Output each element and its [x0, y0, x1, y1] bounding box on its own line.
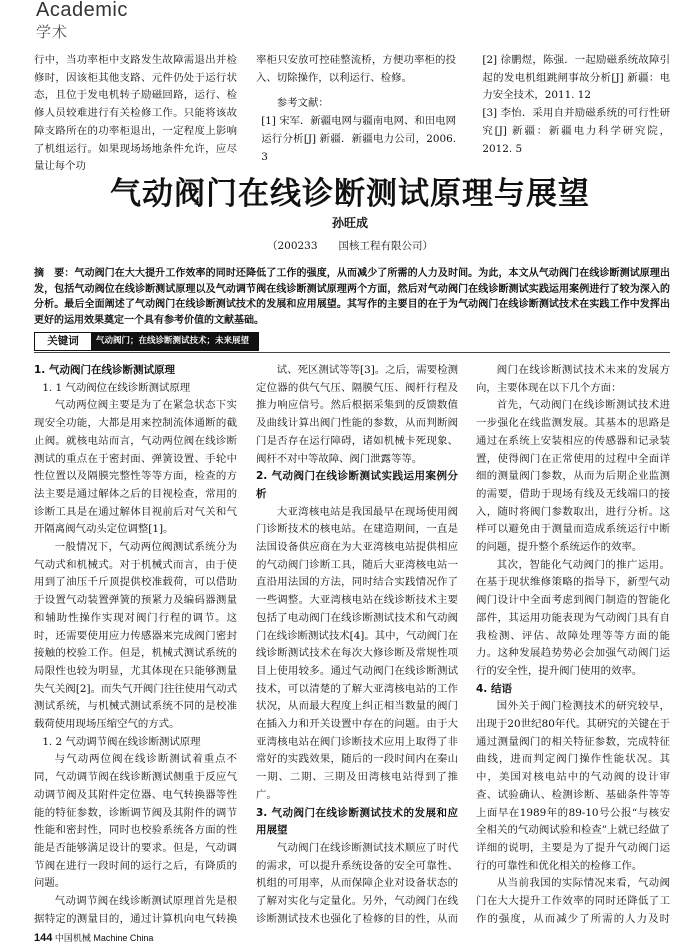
subsection-heading: 1. 2 气动调节阀在线诊断测试原理 — [42, 735, 201, 748]
paragraph: 国外关于阀门检测技术的研究较早，出现于20世纪80年代。其研究的关键在于通过测量阀门的相关特征参数，完成特征曲线，进而判定阀门操作性能状况。其中，美国对核电站中的气动阀的设计审查、试验确认、检测诊断、基础条件等等上面早在1989年的89-10号公报“与核安全相关的气动阀试验和检查”上就已经做了详细的说明，主要是为了提升气动阀门运行的可靠性和优化相关的检修工作。 — [476, 700, 670, 872]
paragraph: 试、死区测试等等[3]。之后，需要检测定位器的供气气压、隔膜气压、阀杆行程及推力响应信号。然后根据采集到的反馈数值及曲线计算出阀门性能的参数，从而判断阀门是否存在运行障碍，诸如机械卡死现象、阀杆不对中等故障、阀门泄露等等。 — [256, 364, 458, 465]
paragraph: 阀门在线诊断测试技术未来的发展方向，主要体现在以下几个方面： — [476, 364, 670, 394]
article-title: 气动阀门在线诊断测试原理与展望 — [110, 176, 590, 212]
top-col-1-text: 行中，当功率柜中支路发生故障需退出并检修时，因该柜其他支路、元件仍处于运行状态，且位于发电机转子励磁回路，运行、检修人员较难进行有关检修工作。只能将该故障支路所在的功率柜退出，一定程度上影响了机组运行。如果现场场地条件允许，应尽量让每个功 — [34, 54, 237, 173]
abstract: 摘 要：气动阀门在大大提升工作效率的同时还降低了工作的强度，从而减少了所需的人力及时间。为此，本文从气动阀门在线诊断测试原理出发，包括气动阀位在线诊断测试原理以及气动调节阀在线诊断测试原理两个方面，然后对气动阀门在线诊断测试实践运用案例进行了较为深入的分析。最后全面阐述了气动阀门在线诊断测试技术的发展和应用展望。其写作的主要目的在于为气动阀门在线诊断测试技术在实践工作中发挥出更好的运用效果奠定一个具有参考价值的文献基础。 — [34, 268, 670, 326]
keywords-label: 关键词 — [34, 332, 92, 351]
paragraph: 气动两位阀主要是为了在紧急状态下实现安全功能，大都是用来控制流体通断的截止阀。就核电站而言，气动两位阀在线诊断测试的重点在于密封面、弹簧设置、手轮中性位置以及隔膜完整性等等方面，检查的方法主要是通过解体之后的目视检查，常用的诊断工具是在通过解体目视前后对气关和气开隔离阀气动头定位调整[1]。 — [34, 399, 237, 536]
paragraph: 从当前我国的实际情况来看，气动阀门在大大提升工作效率的同时还降低了工作的强度，从而减少了所需的人力及时 — [476, 877, 670, 925]
subsection-heading: 1. 1 气动阀位在线诊断测试原理 — [42, 381, 191, 394]
paragraph: 与气动两位阀在线诊断测试着重点不同，气动调节阀在线诊断测试侧重于反应气动调节阀及其附件定位器、电气转换器等性能的特征参数，诊断调节阀及其附件的调节性能和密封性，同时也校验系统各方面的性能是否能够满足设计的要求。但是，气动调节阀在进行一段时间的运行之后，有降质的问题。 — [34, 753, 237, 890]
paragraph: 其次，智能化气动阀门的推广运用。在基于现状维修策略的指导下，新型气动阀门设计中全面考虑到阀门制造的智能化部件，其运用功能表现为气动阀门具有自我检测、评估、故障处理等等方面的能力。这种发展趋势势必会加强气动阀门运行的安全性，提升阀门使用的效率。 — [476, 558, 670, 677]
section-heading: 2. 气动阀门在线诊断测试实践运用案例分析 — [256, 470, 458, 500]
page-footer — [34, 931, 153, 944]
journal-brand: Academic — [36, 0, 128, 21]
section-heading: 4. 结语 — [476, 682, 512, 695]
reference-2: [2] 徐鹏煜，陈强．一起励磁系统故障引起的发电机组跳闸事故分析[J] 新疆：电力安全技术，2011. 12 — [482, 54, 670, 102]
body-column-3 — [476, 362, 670, 927]
journal-name-en: Machine China — [93, 933, 154, 943]
paragraph: 气动阀门在线诊断测试技术顺应了时代的需求，可以提升系统设备的安全可靠性、机组的可用率，从而保障企业对设备状态的了解对实化与定量化。另外，气动阀门在线诊断测试技术也强化了检修的目的性，从而 — [256, 841, 458, 925]
top-col-2 — [256, 52, 456, 166]
divider — [34, 352, 670, 353]
page-number: 144 — [34, 932, 53, 944]
reference-3: [3] 李怡．采用自并励磁系统的可行性研究[J] 新疆：新疆电力科学研究院，2012. 5 — [482, 107, 670, 155]
author-name: 孙旺成 — [331, 216, 368, 230]
paragraph: 气动调节阀在线诊断测试原理首先是根据特定的测量目的，通过计算机向电气转换 — [34, 895, 237, 925]
author-affiliation: （200233 国核工程有限公司） — [266, 240, 434, 252]
section-heading: 1. 气动阀门在线诊断测试原理 — [34, 364, 175, 376]
body-column-2 — [256, 362, 458, 927]
paragraph: 首先，气动阀门在线诊断测试技术进一步强化在线监测发展。其基本的思路是通过在系统上安装相应的传感器和记录装置，使得阀门在正常使用的过程中全面详细的测量阀门参数，从而为后期企业监测的需要，借助于现场有线及无线端口的接入，随时将阀门参数取出，进行分析。这样可以避免由于测量而造成系统运行中断的问题，提升整个系统运作的效率。 — [476, 399, 670, 554]
paragraph: 大亚湾核电站是我国最早在现场使用阀门诊断技术的核电站。在建造期间，一直是法国设备供应商在为大亚湾核电站提供相应的气动阀门诊断工具，随后大亚湾核电站一直沿用法国的方法，同时结合实践情况作了一些调整。大亚湾核电站在线诊断技术主要包括了电动阀门在线诊断测试技术和气动阀门在线诊断测试技术[4]。其中，气动阀门在线诊断测试技术在每次大修诊断及常规性项目上使用较多。通过气动阀门在线诊断测试技术，可以清楚的了解大亚湾核电站的工作状况，从而最大程度上纠正相当数量的阀门在插入力和开关设置中存在的问题。由于大亚湾核电站在阀门诊断技术应用上取得了非常好的实践效果，随后的一段时间内在秦山一期、二期、三期及田湾核电站得到了推广。 — [256, 505, 458, 801]
keywords-text: 气动阀门；在线诊断测试技术；未来展望 — [96, 336, 250, 346]
paragraph: 一般情况下，气动两位阀测试系统分为气动式和机械式。对于机械式而言，由于使用到了油压千斤顶提供校准载荷，可以借助于设置气动装置弹簧的预紧力及编码器测量和辅助性操作实现对阀门行程的调节。这时，还需要使用应力传感器来完成阀门密封接触的校验工作。但是，机械式测试系统的局限性也较为明显，尤其体现在只能够测量失气关阀[2]。而失气开阀门往往使用气动式测试系统，与机械式测试系统不同的是校准载荷使用现场压缩空气的方式。 — [34, 541, 237, 731]
reference-1: [1] 宋军．新疆电网与疆南电网、和田电网运行分析[J] 新疆．新疆电力公司，2006. 3 — [261, 115, 456, 163]
journal-name: 中国机械 — [54, 933, 91, 943]
top-col-3 — [472, 52, 670, 158]
section-heading: 3. 气动阀门在线诊断测试技术的发展和应用展望 — [256, 806, 458, 837]
journal-brand-sub: 学术 — [36, 23, 69, 41]
body-column-1 — [34, 362, 237, 927]
references-title: 参考文献： — [276, 97, 329, 110]
top-col-2-text: 率柜只安放可控硅整流桥，方便功率柜的投入、切除操作，以利运行、检修。 — [256, 54, 456, 84]
top-col-1 — [34, 52, 237, 176]
